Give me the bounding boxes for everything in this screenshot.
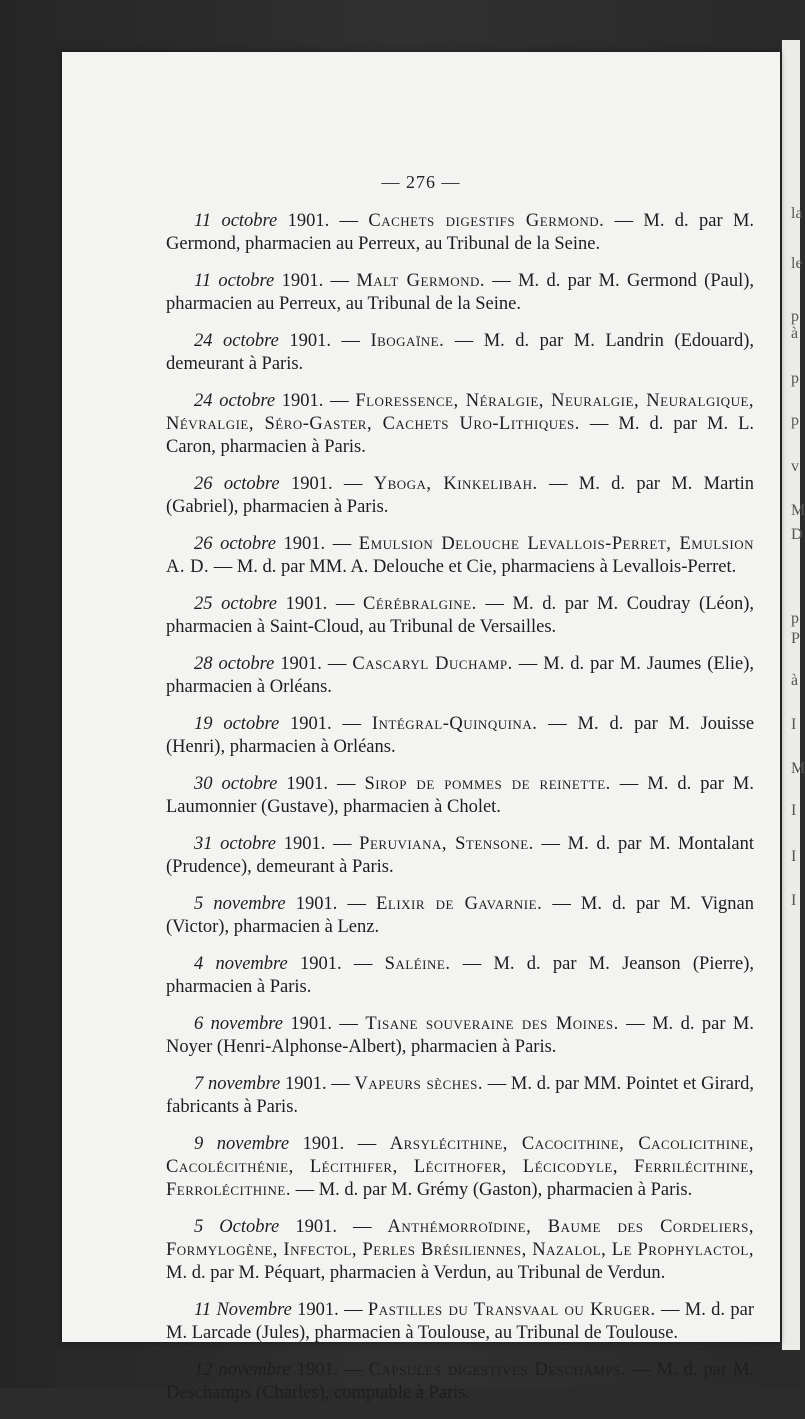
entry-text: — M. d. par M. Coudray (Léon), pharmacien à Saint-Cloud, au Tribunal de Versailles.	[166, 594, 755, 637]
adjacent-fragment: p	[791, 370, 799, 387]
entry-year: 1901.	[290, 1014, 332, 1034]
entry-date: 11 octobre	[194, 211, 278, 231]
entry-date: 26 octobre	[194, 534, 276, 554]
entry-date: 6 novembre	[194, 1014, 283, 1034]
entry-year: 1901.	[300, 954, 342, 974]
entry: 5 Octobre 1901. — Anthémorroïdine, Baume des Cordeliers, Formylogène, Infectol, Perles Brésiliennes, Nazalol, Le Prophylactol, M. d. par M. Péquart, pharmacien à Verdun, au Tribunal de Verdun.	[166, 1217, 755, 1283]
entry-date: 19 octobre	[194, 714, 280, 734]
entry-text: — M. d. par M. Noyer (Henri-Alphonse-Albert), pharmacien à Paris.	[166, 1014, 755, 1057]
entry-year: 1901.	[297, 1300, 339, 1320]
entry-date: 26 octobre	[194, 474, 280, 494]
entry-date: 25 octobre	[194, 594, 277, 614]
entry-year: 1901.	[295, 894, 338, 914]
entry-text: — M. d. par M. Germond, pharmacien au Perreux, au Tribunal de la Seine.	[166, 211, 755, 254]
entry-text: — M. d. par M. Laumonnier (Gustave), pharmacien à Cholet.	[166, 774, 754, 817]
entry-text: — M. d. par MM. A. Delouche et Cie, pharmaciens à Levallois-Perret.	[213, 557, 737, 577]
entry: 30 octobre 1901. — Sirop de pommes de reinette. — M. d. par M. Laumonnier (Gustave), pharmacien à Cholet.	[166, 774, 754, 817]
adjacent-fragment: D	[791, 526, 803, 543]
entry-product: Vapeurs sèches.	[354, 1074, 483, 1094]
entry: 11 Novembre 1901. — Pastilles du Transvaal ou Kruger. — M. d. par M. Larcade (Jules), pharmacien à Toulouse, au Tribunal de Toulouse.	[166, 1300, 755, 1343]
adjacent-fragment: le	[791, 255, 803, 272]
entry-date: 11 octobre	[194, 271, 275, 291]
entry-text: — M. d. par M. Landrin (Edouard), demeurant à Paris.	[166, 331, 755, 374]
entry-year: 1901.	[284, 1074, 327, 1094]
adjacent-fragment: p	[791, 412, 799, 429]
entry-product: Cachets digestifs Germond.	[368, 211, 605, 231]
entry-product: Emulsion Delouche Levallois-Perret, Emulsion A. D.	[166, 534, 755, 577]
page-number: — 276 —	[381, 172, 461, 192]
entry: 12 novembre 1901. — Capsules digestives Deschamps. — M. d. par M. Deschamps (Charles), comptable à Paris.	[166, 1360, 755, 1403]
adjacent-page-edge	[782, 40, 805, 1350]
entry: 25 octobre 1901. — Cérébralgine. — M. d. par M. Coudray (Léon), pharmacien à Saint-Cloud, au Tribunal de Versailles.	[166, 594, 755, 637]
entry-year: 1901.	[296, 1360, 339, 1380]
entry-product: Floressence, Néralgie, Neuralgie, Neuralgique, Névralgie, Séro-Gaster, Cachets Uro-Lithiques.	[166, 391, 755, 434]
adjacent-fragment: à	[791, 325, 799, 342]
entry-product: Intégral-Quinquina.	[371, 714, 538, 734]
entry-text: — M. d. par M. Deschamps (Charles), comptable à Paris.	[166, 1360, 755, 1403]
entry-text: — M. d. par M. Grémy (Gaston), pharmacien à Paris.	[295, 1180, 693, 1200]
adjacent-fragment: P	[791, 630, 800, 647]
entry-year: 1901.	[289, 331, 331, 351]
entry: 6 novembre 1901. — Tisane souveraine des Moines. — M. d. par M. Noyer (Henri-Alphonse-Albert), pharmacien à Paris.	[166, 1014, 755, 1057]
entry-product: Capsules digestives Deschamps.	[368, 1360, 627, 1380]
entry-text: — M. d. par M. Montalant (Prudence), demeurant à Paris.	[166, 834, 755, 877]
entry-product: Peruviana, Stensone.	[359, 834, 534, 854]
entry-text: — M. d. par M. Jouisse (Henri), pharmacien à Orléans.	[166, 714, 755, 757]
entry: 4 novembre 1901. — Saléine. — M. d. par M. Jeanson (Pierre), pharmacien à Paris.	[166, 954, 755, 997]
adjacent-fragment: p	[791, 308, 799, 325]
entry: 11 octobre 1901. — Malt Germond. — M. d. par M. Germond (Paul), pharmacien au Perreux, au Tribunal de la Seine.	[166, 271, 755, 314]
entry: 5 novembre 1901. — Elixir de Gavarnie. — M. d. par M. Vignan (Victor), pharmacien à Lenz.	[166, 894, 755, 937]
entry-text: — M. d. par M. Jeanson (Pierre), pharmacien à Paris.	[166, 954, 755, 997]
entry-text: — M. d. par M. Jaumes (Elie), pharmacien à Orléans.	[166, 654, 754, 697]
entry-date: 24 octobre	[194, 391, 276, 411]
entry-text: — M. d. par M. Vignan (Victor), pharmacien à Lenz.	[166, 894, 755, 937]
entry-product: Ibogaïne.	[370, 331, 445, 351]
entry-year: 1901.	[287, 211, 330, 231]
entry-date: 7 novembre	[194, 1074, 281, 1094]
entry: 24 octobre 1901. — Floressence, Néralgie, Neuralgie, Neuralgique, Névralgie, Séro-Gaster, Cachets Uro-Lithiques. — M. d. par M. L. Caron, pharmacien à Paris.	[166, 391, 755, 457]
entry-date: 12 novembre	[194, 1360, 291, 1380]
entry-date: 4 novembre	[194, 954, 288, 974]
entry-product: Yboga, Kinkelibah.	[373, 474, 538, 494]
entry-year: 1901.	[295, 1217, 337, 1237]
entry-date: 28 octobre	[194, 654, 275, 674]
entry-text: M. d. par M. Péquart, pharmacien à Verdun, au Tribunal de Verdun.	[166, 1263, 666, 1283]
adjacent-fragment: I	[791, 848, 797, 865]
entry-year: 1901.	[286, 774, 328, 794]
entry-product: Pastilles du Transvaal ou Kruger.	[367, 1300, 656, 1320]
entry-product: Tisane souveraine des Moines.	[365, 1014, 619, 1034]
entry-product: Cascaryl Duchamp.	[352, 654, 513, 674]
entry-product: Cérébralgine.	[363, 594, 477, 614]
adjacent-fragment: I	[791, 802, 797, 819]
entry-date: 11 Novembre	[194, 1300, 292, 1320]
entry: 11 octobre 1901. — Cachets digestifs Germond. — M. d. par M. Germond, pharmacien au Perreux, au Tribunal de la Seine.	[166, 211, 755, 254]
adjacent-fragment: p	[791, 610, 799, 627]
entry-date: 9 novembre	[194, 1134, 290, 1154]
entry-text: — M. d. par MM. Pointet et Girard, fabricants à Paris.	[166, 1074, 754, 1117]
entry-year: 1901.	[280, 654, 322, 674]
entry-year: 1901.	[290, 714, 332, 734]
adjacent-fragment: v	[791, 458, 799, 475]
entry-product: Sirop de pommes de reinette.	[364, 774, 611, 794]
trademark-entries	[166, 210, 754, 1419]
entry-year: 1901.	[281, 391, 324, 411]
entry-text: — M. d. par M. Larcade (Jules), pharmacien à Toulouse, au Tribunal de Toulouse.	[166, 1300, 755, 1343]
entry-year: 1901.	[283, 834, 326, 854]
entry-date: 30 octobre	[194, 774, 278, 794]
entry: 26 octobre 1901. — Yboga, Kinkelibah. — M. d. par M. Martin (Gabriel), pharmacien à Paris.	[166, 474, 755, 517]
adjacent-fragment: I	[791, 892, 797, 909]
entry-text: — M. d. par M. L. Caron, pharmacien à Paris.	[166, 414, 754, 457]
entry: 28 octobre 1901. — Cascaryl Duchamp. — M. d. par M. Jaumes (Elie), pharmacien à Orléans.	[166, 654, 754, 697]
entry: 7 novembre 1901. — Vapeurs sèches. — M. d. par MM. Pointet et Girard, fabricants à Paris.	[166, 1074, 754, 1117]
entry: 26 octobre 1901. — Emulsion Delouche Levallois-Perret, Emulsion A. D. — M. d. par MM. A. Delouche et Cie, pharmaciens à Levallois-Perret.	[166, 534, 755, 577]
entry-product: Saléine.	[384, 954, 451, 974]
entry-product: Arsylécithine, Cacocithine, Cacolicithine, Cacolécithénie, Lécithifer, Lécithofer, Lécicodyle, Ferrilécithine, Ferrolécithine.	[166, 1134, 754, 1200]
entry-date: 31 octobre	[194, 834, 276, 854]
entry-text: — M. d. par M. Germond (Paul), pharmacien au Perreux, au Tribunal de la Seine.	[166, 271, 755, 314]
entry-date: 5 novembre	[194, 894, 286, 914]
adjacent-fragment: I	[791, 716, 797, 733]
entry-product: Malt Germond.	[356, 271, 485, 291]
entry: 31 octobre 1901. — Peruviana, Stensone. — M. d. par M. Montalant (Prudence), demeurant à Paris.	[166, 834, 755, 877]
entry-year: 1901.	[281, 271, 324, 291]
adjacent-fragment: la	[791, 205, 803, 222]
entry-product: Anthémorroïdine, Baume des Cordeliers, Formylogène, Infectol, Perles Brésiliennes, Nazalol, Le Prophylactol,	[166, 1217, 755, 1260]
entry-year: 1901.	[283, 534, 326, 554]
entry-text: — M. d. par M. Martin (Gabriel), pharmacien à Paris.	[166, 474, 755, 517]
entry: 19 octobre 1901. — Intégral-Quinquina. — M. d. par M. Jouisse (Henri), pharmacien à Orléans.	[166, 714, 755, 757]
entry-year: 1901.	[302, 1134, 345, 1154]
entry: 24 octobre 1901. — Ibogaïne. — M. d. par M. Landrin (Edouard), demeurant à Paris.	[166, 331, 755, 374]
entry-year: 1901.	[285, 594, 328, 614]
entry-product: Elixir de Gavarnie.	[376, 894, 543, 914]
adjacent-fragment: M	[791, 502, 805, 519]
entry: 9 novembre 1901. — Arsylécithine, Cacocithine, Cacolicithine, Cacolécithénie, Lécithifer, Lécithofer, Lécicodyle, Ferrilécithine, Ferrolécithine. — M. d. par M. Grémy (Gaston), pharmacien à Paris.	[166, 1134, 754, 1200]
adjacent-fragment: à	[791, 672, 799, 689]
entry-date: 24 octobre	[194, 331, 279, 351]
entry-date: 5 Octobre	[194, 1217, 280, 1237]
adjacent-fragment: M	[791, 760, 805, 777]
entry-year: 1901.	[290, 474, 333, 494]
